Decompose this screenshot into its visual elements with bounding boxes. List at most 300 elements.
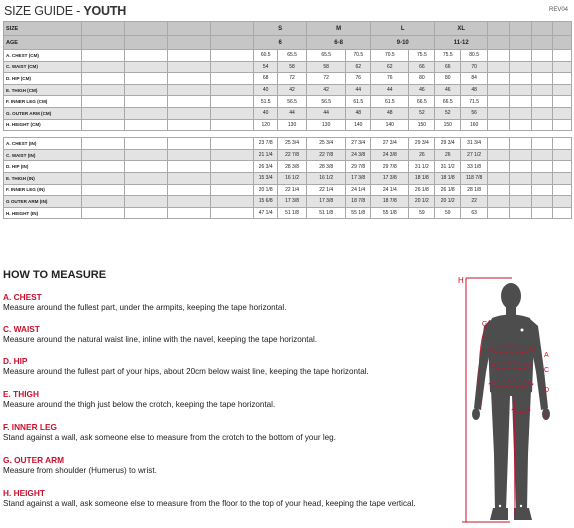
empty-cell bbox=[531, 149, 553, 161]
value-cell: 31 1/2 bbox=[435, 161, 461, 173]
value-cell: 28 3/8 bbox=[307, 161, 346, 173]
empty-cell bbox=[210, 172, 253, 184]
empty-cell bbox=[509, 119, 531, 131]
empty-cell bbox=[509, 50, 531, 62]
value-cell: 59 bbox=[409, 207, 435, 219]
measure-heading: A. CHEST bbox=[3, 292, 42, 302]
empty-cell bbox=[509, 138, 531, 150]
row-label: H. HEIGHT (IN) bbox=[4, 207, 82, 219]
value-cell: 27 3/4 bbox=[371, 138, 409, 150]
value-cell: 18 7/8 bbox=[346, 196, 371, 208]
measurement-figure bbox=[448, 274, 572, 526]
value-cell: 58 bbox=[278, 61, 307, 73]
value-cell: 23 7/8 bbox=[254, 138, 278, 150]
row-label: F. INNER LEG (CM) bbox=[4, 96, 82, 108]
value-cell: 24 1/4 bbox=[371, 184, 409, 196]
value-cell: 15 6/8 bbox=[254, 196, 278, 208]
empty-cell bbox=[509, 196, 531, 208]
age-m: 6-8 bbox=[307, 36, 371, 50]
value-cell: 70.5 bbox=[346, 50, 371, 62]
value-cell: 130 bbox=[278, 119, 307, 131]
row-label: H. HEIGHT (CM) bbox=[4, 119, 82, 131]
value-cell: 22 1/4 bbox=[278, 184, 307, 196]
value-cell: 21 1/4 bbox=[254, 149, 278, 161]
label-d: D bbox=[544, 387, 550, 394]
value-cell: 51.5 bbox=[254, 96, 278, 108]
value-cell: 22 7/8 bbox=[278, 149, 307, 161]
age-row bbox=[4, 36, 572, 50]
empty-cell bbox=[81, 50, 124, 62]
table-row bbox=[4, 61, 572, 73]
empty-cell bbox=[168, 184, 210, 196]
empty-cell bbox=[81, 96, 124, 108]
empty-cell bbox=[125, 50, 168, 62]
row-label: C. WAIST (CM) bbox=[4, 61, 82, 73]
value-cell: 22 bbox=[461, 196, 488, 208]
empty-cell bbox=[553, 107, 572, 119]
empty-cell bbox=[531, 184, 553, 196]
measure-heading: G. OUTER ARM bbox=[3, 455, 64, 465]
empty-cell bbox=[125, 207, 168, 219]
value-cell: 42 bbox=[278, 84, 307, 96]
row-label: D. HIP (IN) bbox=[4, 161, 82, 173]
empty-cell bbox=[210, 107, 253, 119]
empty-cell bbox=[509, 107, 531, 119]
empty-cell bbox=[509, 172, 531, 184]
empty-cell bbox=[125, 196, 168, 208]
table-row bbox=[4, 207, 572, 219]
table-row bbox=[4, 73, 572, 85]
label-h: H bbox=[458, 276, 464, 285]
empty-cell bbox=[168, 196, 210, 208]
value-cell: 72 bbox=[307, 73, 346, 85]
value-cell: 28 3/8 bbox=[278, 161, 307, 173]
measure-description: Measure from shoulder (Humerus) to wrist. bbox=[3, 466, 157, 475]
empty-cell bbox=[210, 96, 253, 108]
table-row bbox=[4, 138, 572, 150]
empty-cell bbox=[553, 138, 572, 150]
row-label: A. CHEST (CM) bbox=[4, 50, 82, 62]
title-youth: YOUTH bbox=[83, 4, 127, 18]
empty-cell bbox=[553, 207, 572, 219]
empty-cell bbox=[509, 73, 531, 85]
value-cell: 65.5 bbox=[307, 50, 346, 62]
value-cell: 33 1/8 bbox=[461, 161, 488, 173]
empty-cell bbox=[553, 61, 572, 73]
empty-cell bbox=[210, 50, 253, 62]
value-cell: 60.5 bbox=[254, 50, 278, 62]
measure-item bbox=[3, 488, 443, 508]
value-cell: 22 7/8 bbox=[307, 149, 346, 161]
empty-cell bbox=[125, 73, 168, 85]
row-label: E. THIGH (CM) bbox=[4, 84, 82, 96]
value-cell: 75.5 bbox=[435, 50, 461, 62]
value-cell: 150 bbox=[435, 119, 461, 131]
value-cell: 48 bbox=[371, 107, 409, 119]
table-row bbox=[4, 107, 572, 119]
cell bbox=[125, 22, 168, 36]
empty-cell bbox=[81, 184, 124, 196]
measure-description: Stand against a wall, ask someone else to measure from the crotch to the bottom of your leg. bbox=[3, 433, 336, 442]
value-cell: 59 bbox=[435, 207, 461, 219]
empty-cell bbox=[509, 61, 531, 73]
cell bbox=[553, 36, 572, 50]
value-cell: 56.5 bbox=[278, 96, 307, 108]
measure-item bbox=[3, 292, 443, 312]
empty-cell bbox=[210, 207, 253, 219]
age-xl: 11-12 bbox=[435, 36, 488, 50]
value-cell: 40 bbox=[254, 84, 278, 96]
empty-cell bbox=[553, 196, 572, 208]
empty-cell bbox=[168, 161, 210, 173]
value-cell: 46 bbox=[409, 84, 435, 96]
empty-cell bbox=[125, 61, 168, 73]
value-cell: 17 3/8 bbox=[371, 172, 409, 184]
value-cell: 26 1/8 bbox=[409, 184, 435, 196]
cell bbox=[488, 22, 510, 36]
cell bbox=[125, 36, 168, 50]
empty-cell bbox=[531, 73, 553, 85]
value-cell: 63 bbox=[461, 207, 488, 219]
value-cell: 27 1/2 bbox=[461, 149, 488, 161]
empty-cell bbox=[81, 73, 124, 85]
cell bbox=[509, 36, 531, 50]
empty-cell bbox=[81, 172, 124, 184]
empty-cell bbox=[210, 196, 253, 208]
measure-description: Measure around the fullest part, under the armpits, keeping the tape horizontal. bbox=[3, 303, 287, 312]
cell bbox=[210, 36, 253, 50]
empty-cell bbox=[210, 138, 253, 150]
measure-item bbox=[3, 389, 443, 409]
row-label: A. CHEST (IN) bbox=[4, 138, 82, 150]
table-row bbox=[4, 149, 572, 161]
empty-cell bbox=[509, 161, 531, 173]
empty-cell bbox=[488, 196, 510, 208]
measure-heading: F. INNER LEG bbox=[3, 422, 57, 432]
value-cell: 44 bbox=[371, 84, 409, 96]
value-cell: 26 bbox=[435, 149, 461, 161]
empty-cell bbox=[488, 149, 510, 161]
empty-cell bbox=[210, 119, 253, 131]
value-cell: 55 1/8 bbox=[346, 207, 371, 219]
measure-heading: C. WAIST bbox=[3, 324, 40, 334]
empty-cell bbox=[531, 138, 553, 150]
empty-cell bbox=[553, 161, 572, 173]
empty-cell bbox=[488, 107, 510, 119]
empty-cell bbox=[81, 107, 124, 119]
value-cell: 29 7/8 bbox=[346, 161, 371, 173]
empty-cell bbox=[488, 161, 510, 173]
empty-cell bbox=[125, 149, 168, 161]
value-cell: 25 3/4 bbox=[278, 138, 307, 150]
value-cell: 56 bbox=[461, 107, 488, 119]
empty-cell bbox=[125, 172, 168, 184]
value-cell: 84 bbox=[461, 73, 488, 85]
value-cell: 62 bbox=[346, 61, 371, 73]
row-label: G OUTER ARM (IN) bbox=[4, 196, 82, 208]
value-cell: 20 1/8 bbox=[254, 184, 278, 196]
value-cell: 17 3/8 bbox=[346, 172, 371, 184]
size-table-body bbox=[4, 22, 572, 219]
row-label: D. HIP (CM) bbox=[4, 73, 82, 85]
empty-cell bbox=[81, 207, 124, 219]
empty-cell bbox=[553, 84, 572, 96]
size-row-label: SIZE bbox=[4, 22, 82, 36]
empty-cell bbox=[168, 119, 210, 131]
table-row bbox=[4, 184, 572, 196]
title-prefix: SIZE GUIDE - bbox=[4, 4, 84, 18]
empty-cell bbox=[553, 172, 572, 184]
cell bbox=[168, 36, 210, 50]
value-cell: 17 3/8 bbox=[278, 196, 307, 208]
value-cell: 61.5 bbox=[346, 96, 371, 108]
value-cell: 17 3/8 bbox=[307, 196, 346, 208]
empty-cell bbox=[531, 84, 553, 96]
empty-cell bbox=[210, 61, 253, 73]
value-cell: 66.5 bbox=[409, 96, 435, 108]
empty-cell bbox=[81, 84, 124, 96]
measure-description: Measure around the fullest part of your hips, about 20cm below waist line, keeping the tape horizontal. bbox=[3, 367, 369, 376]
empty-cell bbox=[168, 84, 210, 96]
measure-heading: E. THIGH bbox=[3, 389, 39, 399]
size-l: L bbox=[371, 22, 435, 36]
value-cell: 118 7/8 bbox=[461, 172, 488, 184]
value-cell: 24 3/8 bbox=[371, 149, 409, 161]
value-cell: 70 bbox=[461, 61, 488, 73]
empty-cell bbox=[488, 119, 510, 131]
cell bbox=[81, 36, 124, 50]
table-row bbox=[4, 161, 572, 173]
table-row bbox=[4, 96, 572, 108]
body-suit-icon bbox=[472, 283, 550, 520]
value-cell: 47 1/4 bbox=[254, 207, 278, 219]
value-cell: 27 3/4 bbox=[346, 138, 371, 150]
value-cell: 54 bbox=[254, 61, 278, 73]
value-cell: 76 bbox=[371, 73, 409, 85]
size-table bbox=[3, 21, 572, 219]
measure-item bbox=[3, 324, 443, 344]
value-cell: 44 bbox=[307, 107, 346, 119]
empty-cell bbox=[553, 184, 572, 196]
value-cell: 20 1/2 bbox=[435, 196, 461, 208]
cell bbox=[488, 36, 510, 50]
how-to-measure-title: HOW TO MEASURE bbox=[3, 269, 107, 281]
empty-cell bbox=[553, 119, 572, 131]
empty-cell bbox=[488, 50, 510, 62]
empty-cell bbox=[488, 96, 510, 108]
value-cell: 26 1/8 bbox=[435, 184, 461, 196]
size-s: S bbox=[254, 22, 307, 36]
empty-cell bbox=[168, 207, 210, 219]
age-row-label: AGE bbox=[4, 36, 82, 50]
spacer-cell bbox=[4, 131, 572, 138]
row-label: G. OUTER ARM (CM) bbox=[4, 107, 82, 119]
value-cell: 160 bbox=[461, 119, 488, 131]
empty-cell bbox=[531, 119, 553, 131]
revision-label: REV04 bbox=[548, 7, 568, 13]
value-cell: 62 bbox=[371, 61, 409, 73]
value-cell: 18 1/8 bbox=[435, 172, 461, 184]
value-cell: 58 bbox=[307, 61, 346, 73]
empty-cell bbox=[210, 149, 253, 161]
empty-cell bbox=[210, 84, 253, 96]
value-cell: 44 bbox=[346, 84, 371, 96]
value-cell: 75.5 bbox=[409, 50, 435, 62]
value-cell: 66.5 bbox=[435, 96, 461, 108]
empty-cell bbox=[488, 84, 510, 96]
measure-item bbox=[3, 356, 443, 376]
value-cell: 70.5 bbox=[371, 50, 409, 62]
empty-cell bbox=[531, 50, 553, 62]
value-cell: 29 3/4 bbox=[409, 138, 435, 150]
table-row bbox=[4, 119, 572, 131]
empty-cell bbox=[81, 119, 124, 131]
value-cell: 26 bbox=[409, 149, 435, 161]
value-cell: 150 bbox=[409, 119, 435, 131]
measure-item bbox=[3, 422, 443, 442]
measure-description: Measure around the thigh just below the crotch, keeping the tape horizontal. bbox=[3, 400, 276, 409]
value-cell: 71.5 bbox=[461, 96, 488, 108]
value-cell: 80.5 bbox=[461, 50, 488, 62]
value-cell: 20 1/2 bbox=[409, 196, 435, 208]
value-cell: 42 bbox=[307, 84, 346, 96]
value-cell: 55 1/8 bbox=[371, 207, 409, 219]
value-cell: 72 bbox=[278, 73, 307, 85]
label-a: A bbox=[544, 352, 549, 359]
value-cell: 28 1/8 bbox=[461, 184, 488, 196]
value-cell: 31 1/2 bbox=[409, 161, 435, 173]
value-cell: 76 bbox=[346, 73, 371, 85]
empty-cell bbox=[168, 172, 210, 184]
empty-cell bbox=[488, 184, 510, 196]
empty-cell bbox=[168, 96, 210, 108]
empty-cell bbox=[509, 184, 531, 196]
value-cell: 140 bbox=[346, 119, 371, 131]
value-cell: 48 bbox=[346, 107, 371, 119]
empty-cell bbox=[168, 61, 210, 73]
row-label: C. WAIST (IN) bbox=[4, 149, 82, 161]
value-cell: 68 bbox=[254, 73, 278, 85]
measure-heading: H. HEIGHT bbox=[3, 488, 45, 498]
empty-cell bbox=[210, 161, 253, 173]
cell bbox=[81, 22, 124, 36]
value-cell: 31 3/4 bbox=[461, 138, 488, 150]
cell bbox=[168, 22, 210, 36]
age-l: 9-10 bbox=[371, 36, 435, 50]
cell bbox=[531, 22, 553, 36]
value-cell: 61.5 bbox=[371, 96, 409, 108]
empty-cell bbox=[125, 84, 168, 96]
empty-cell bbox=[531, 161, 553, 173]
empty-cell bbox=[168, 73, 210, 85]
empty-cell bbox=[125, 96, 168, 108]
value-cell: 16 1/2 bbox=[307, 172, 346, 184]
table-row bbox=[4, 196, 572, 208]
label-c: C bbox=[544, 367, 550, 374]
empty-cell bbox=[81, 138, 124, 150]
value-cell: 18 1/8 bbox=[409, 172, 435, 184]
empty-cell bbox=[125, 119, 168, 131]
empty-cell bbox=[125, 161, 168, 173]
cell bbox=[531, 36, 553, 50]
empty-cell bbox=[488, 61, 510, 73]
empty-cell bbox=[210, 73, 253, 85]
empty-cell bbox=[81, 196, 124, 208]
value-cell: 25 3/4 bbox=[307, 138, 346, 150]
value-cell: 24 3/8 bbox=[346, 149, 371, 161]
empty-cell bbox=[531, 107, 553, 119]
value-cell: 80 bbox=[435, 73, 461, 85]
empty-cell bbox=[125, 107, 168, 119]
value-cell: 24 1/4 bbox=[346, 184, 371, 196]
empty-cell bbox=[531, 96, 553, 108]
empty-cell bbox=[488, 138, 510, 150]
empty-cell bbox=[531, 207, 553, 219]
empty-cell bbox=[553, 73, 572, 85]
table-row bbox=[4, 172, 572, 184]
empty-cell bbox=[553, 50, 572, 62]
empty-cell bbox=[488, 73, 510, 85]
empty-cell bbox=[81, 161, 124, 173]
value-cell: 56.5 bbox=[307, 96, 346, 108]
value-cell: 51 1/8 bbox=[307, 207, 346, 219]
label-e: E bbox=[544, 413, 549, 420]
value-cell: 65.5 bbox=[278, 50, 307, 62]
empty-cell bbox=[553, 149, 572, 161]
age-s: 6 bbox=[254, 36, 307, 50]
empty-cell bbox=[553, 96, 572, 108]
empty-cell bbox=[488, 172, 510, 184]
empty-cell bbox=[531, 172, 553, 184]
value-cell: 16 1/2 bbox=[278, 172, 307, 184]
empty-cell bbox=[210, 184, 253, 196]
empty-cell bbox=[168, 107, 210, 119]
empty-cell bbox=[125, 138, 168, 150]
value-cell: 46 bbox=[435, 84, 461, 96]
table-row bbox=[4, 50, 572, 62]
empty-cell bbox=[168, 50, 210, 62]
empty-cell bbox=[509, 96, 531, 108]
value-cell: 52 bbox=[409, 107, 435, 119]
empty-cell bbox=[531, 61, 553, 73]
measure-description: Stand against a wall, ask someone else to measure from the floor to the top of your head, keeping the tape vertical. bbox=[3, 499, 416, 508]
title-row bbox=[4, 4, 570, 18]
size-m: M bbox=[307, 22, 371, 36]
value-cell: 66 bbox=[409, 61, 435, 73]
value-cell: 66 bbox=[435, 61, 461, 73]
label-g: G bbox=[482, 321, 488, 328]
value-cell: 51 1/8 bbox=[278, 207, 307, 219]
value-cell: 40 bbox=[254, 107, 278, 119]
value-cell: 120 bbox=[254, 119, 278, 131]
empty-cell bbox=[81, 61, 124, 73]
empty-cell bbox=[509, 84, 531, 96]
value-cell: 26 3/4 bbox=[254, 161, 278, 173]
value-cell: 22 1/4 bbox=[307, 184, 346, 196]
empty-cell bbox=[509, 149, 531, 161]
empty-cell bbox=[168, 149, 210, 161]
value-cell: 48 bbox=[461, 84, 488, 96]
empty-cell bbox=[509, 207, 531, 219]
table-row bbox=[4, 84, 572, 96]
value-cell: 44 bbox=[278, 107, 307, 119]
cell bbox=[553, 22, 572, 36]
value-cell: 29 3/4 bbox=[435, 138, 461, 150]
size-xl: XL bbox=[435, 22, 488, 36]
measure-heading: D. HIP bbox=[3, 356, 28, 366]
empty-cell bbox=[488, 207, 510, 219]
value-cell: 29 7/8 bbox=[371, 161, 409, 173]
